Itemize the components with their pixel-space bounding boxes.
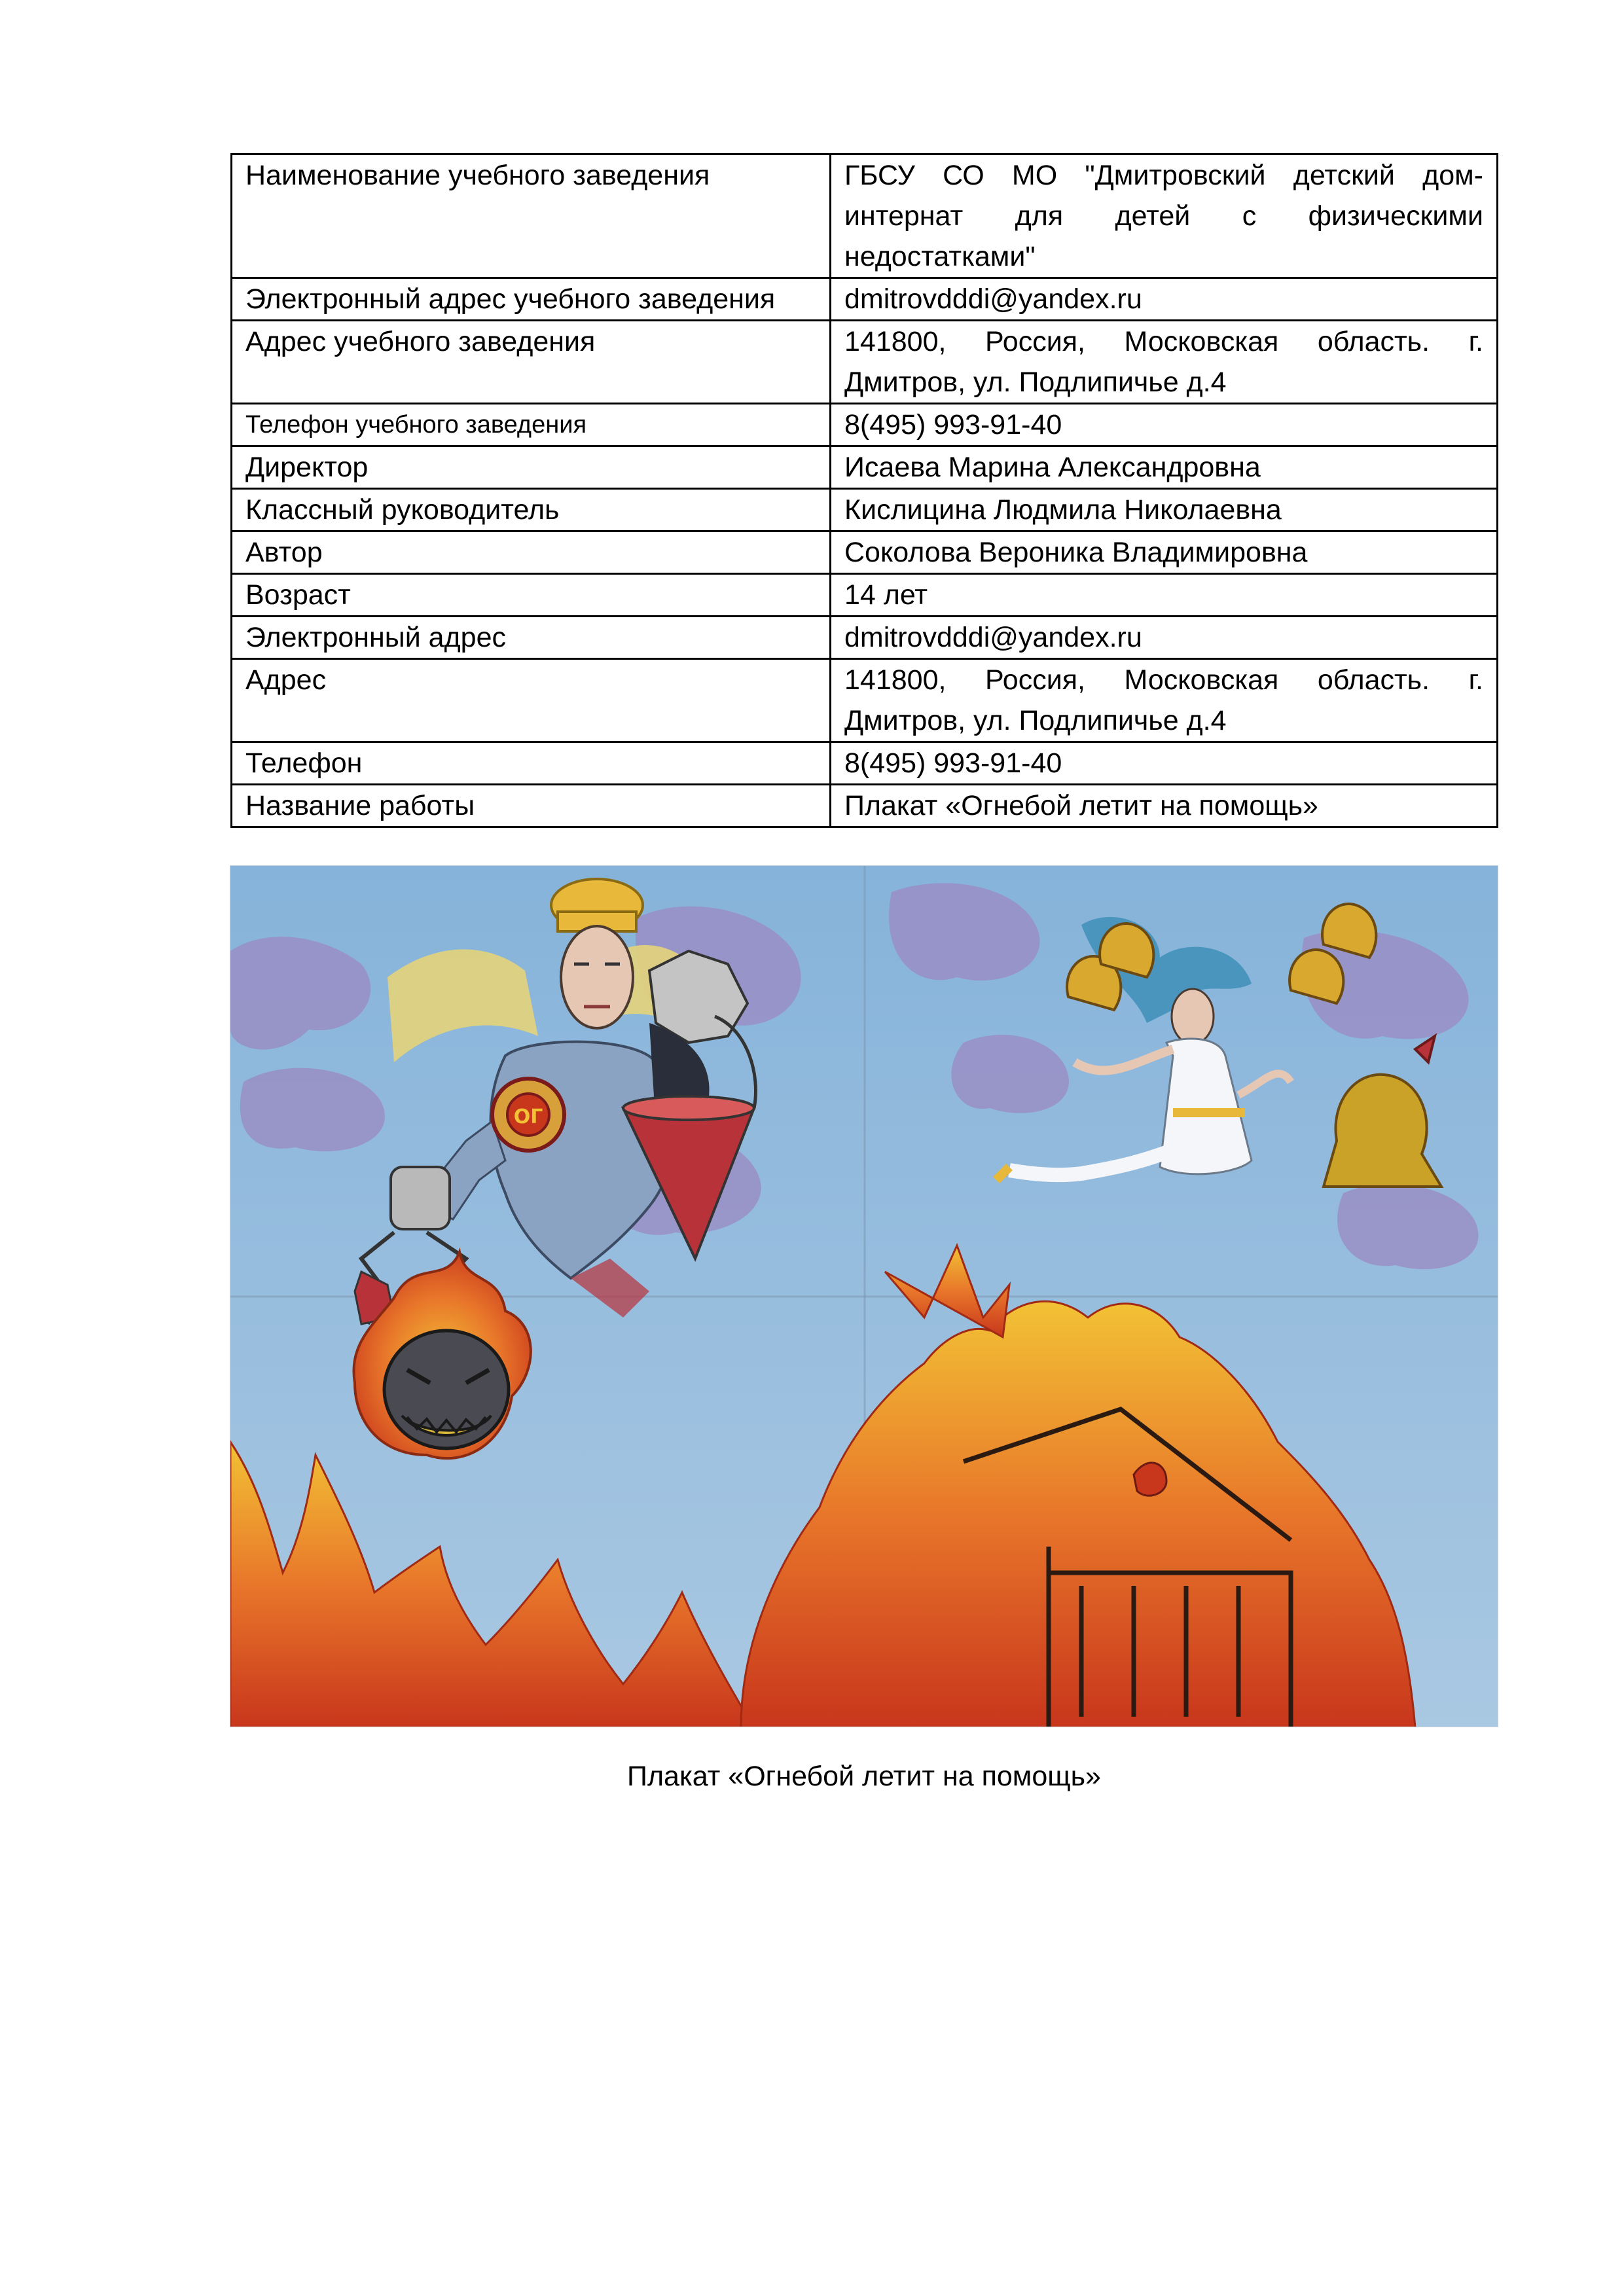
row-value: 8(495) 993-91-40 [831, 742, 1498, 785]
fairy-face [1172, 989, 1214, 1044]
poster-drawing [230, 865, 1498, 1727]
row-label: Директор [232, 446, 831, 489]
row-value: 141800, Россия, Московская область. г. Дмитров, ул. Подлипичье д.4 [831, 659, 1498, 742]
poster-caption: Плакат «Огнебой летит на помощь» [627, 1761, 1101, 1792]
info-table [230, 153, 1498, 828]
poster-illustration [230, 866, 1498, 1727]
house-flame-window [1134, 1463, 1166, 1496]
row-value: Плакат «Огнебой летит на помощь» [831, 785, 1498, 827]
table-row [232, 446, 1498, 489]
row-value: 141800, Россия, Московская область. г. Дмитров, ул. Подлипичье д.4 [831, 321, 1498, 404]
table-row [232, 659, 1498, 742]
table-row [232, 489, 1498, 531]
row-value: Соколова Вероника Владимировна [831, 531, 1498, 574]
table-row [232, 742, 1498, 785]
hero-face [561, 926, 633, 1028]
row-label: Телефон [232, 742, 831, 785]
row-value: 8(495) 993-91-40 [831, 404, 1498, 446]
table-row [232, 154, 1498, 278]
row-value: dmitrovdddi@yandex.ru [831, 617, 1498, 659]
row-value: dmitrovdddi@yandex.ru [831, 278, 1498, 321]
row-label: Адрес [232, 659, 831, 742]
table-row [232, 574, 1498, 617]
hero-fist-left [391, 1167, 450, 1229]
table-row [232, 404, 1498, 446]
row-label: Классный руководитель [232, 489, 831, 531]
row-value: Исаева Марина Александровна [831, 446, 1498, 489]
table-row [232, 531, 1498, 574]
row-value: 14 лет [831, 574, 1498, 617]
row-label: Возраст [232, 574, 831, 617]
row-label: Автор [232, 531, 831, 574]
table-row [232, 785, 1498, 827]
row-label: Название работы [232, 785, 831, 827]
row-label: Наименование учебного заведения [232, 154, 831, 278]
row-label: Электронный адрес учебного заведения [232, 278, 831, 321]
row-label: Электронный адрес [232, 617, 831, 659]
table-row [232, 278, 1498, 321]
table-row [232, 617, 1498, 659]
row-label: Адрес учебного заведения [232, 321, 831, 404]
row-value: ГБСУ СО МО "Дмитровский детский дом-интернат для детей с физическими недостатками" [831, 154, 1498, 278]
row-value: Кислицина Людмила Николаевна [831, 489, 1498, 531]
table-row [232, 321, 1498, 404]
hero-emblem-letters: ОГ [513, 1105, 543, 1128]
row-label: Телефон учебного заведения [232, 404, 831, 446]
